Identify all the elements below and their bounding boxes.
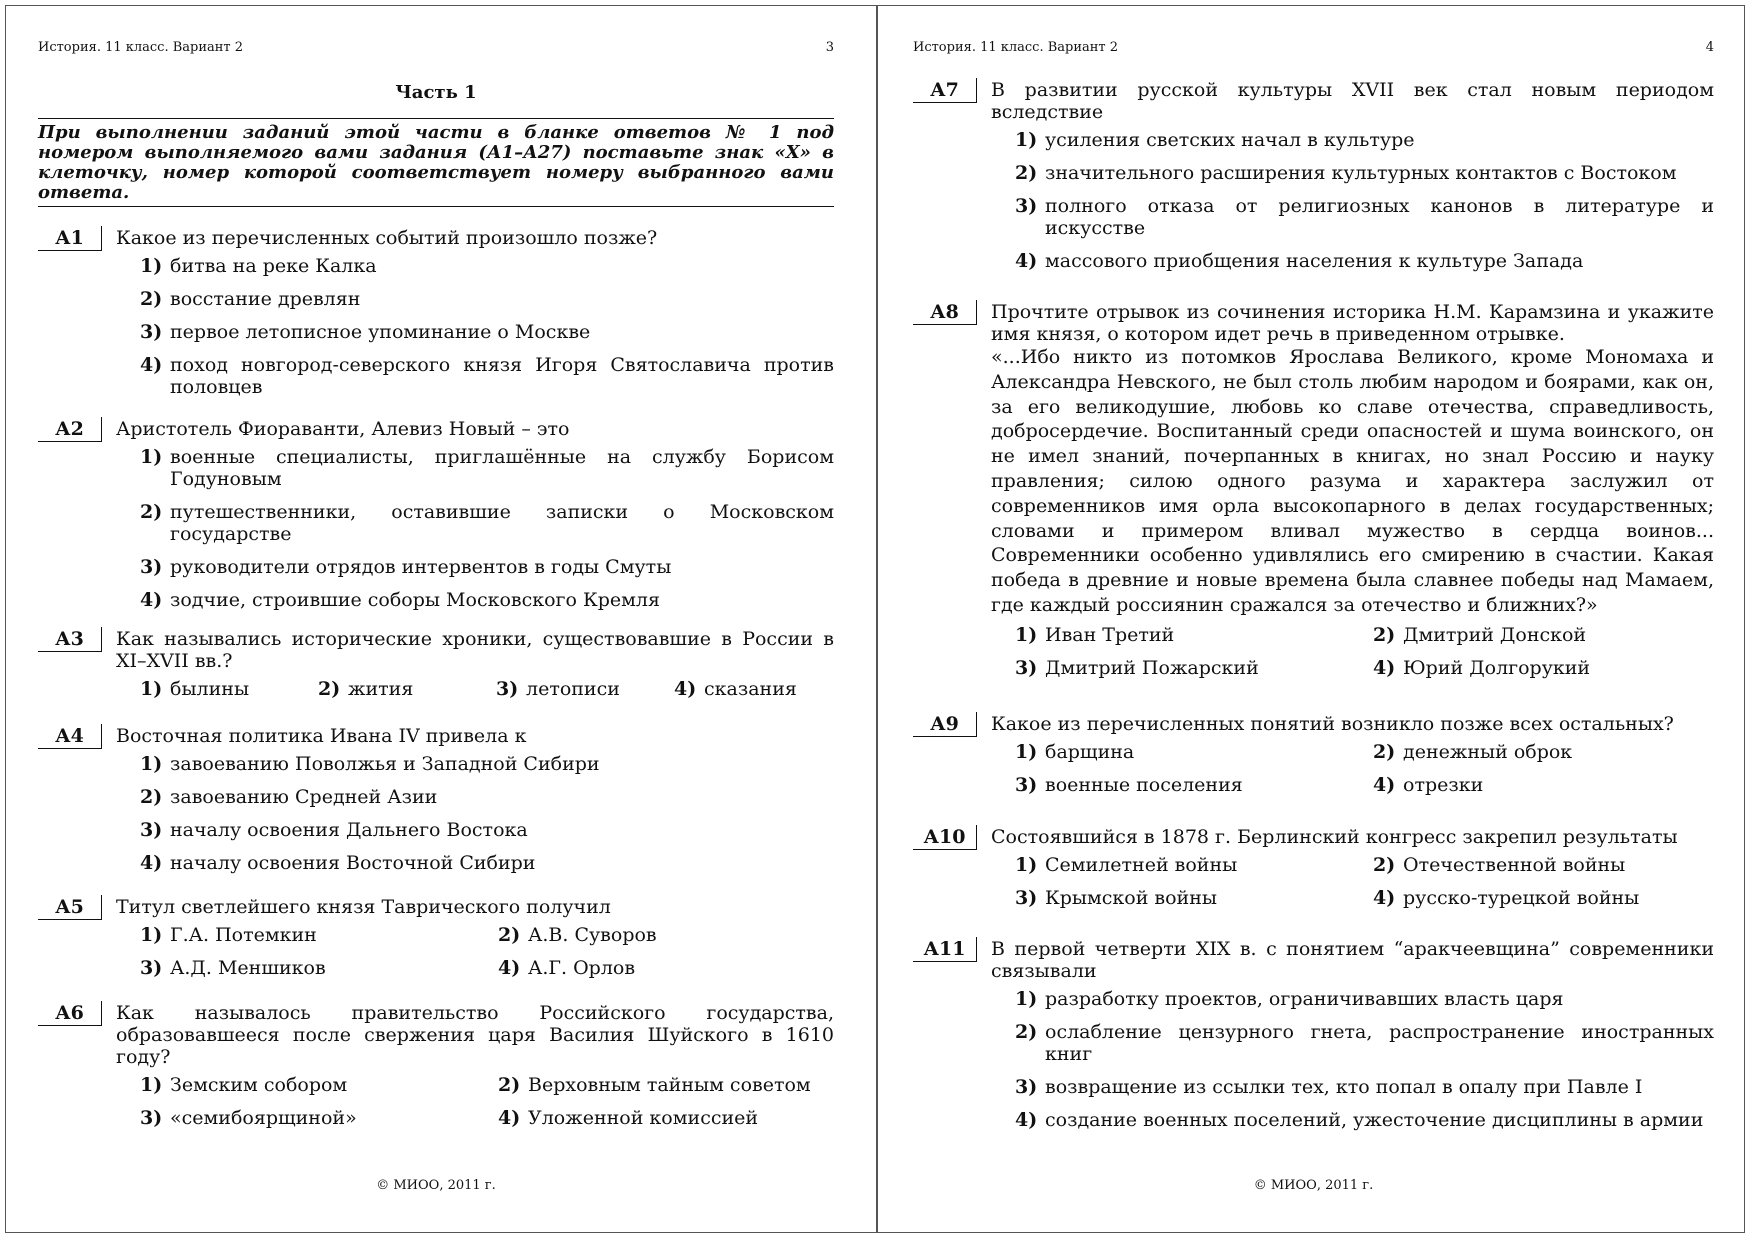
running-head <box>38 40 834 55</box>
question-a3 <box>38 627 834 700</box>
option-number: 1) <box>140 924 163 946</box>
option-number: 1) <box>1015 988 1038 1010</box>
option <box>140 678 318 700</box>
options-list <box>140 1074 834 1129</box>
option-text: Юрий Долгорукий <box>1403 656 1591 679</box>
option <box>1015 741 1373 763</box>
option-number: 3) <box>1015 1076 1038 1098</box>
option <box>140 819 834 841</box>
question-text: Как называлось правительство Российского государства, образовавшееся после свержения царя Василия Шуйского в 1610 году? <box>116 1002 834 1068</box>
question-a8 <box>913 300 1714 679</box>
question-text: В развитии русской культуры XVII век стал новым периодом вследствие <box>991 79 1714 123</box>
question-label: А2 <box>38 417 102 442</box>
option-number: 4) <box>1373 887 1396 909</box>
option-text: Отечественной войны <box>1403 854 1626 876</box>
option <box>1015 854 1373 876</box>
option-text: сказания <box>704 678 797 700</box>
option-text: А.Д. Меншиков <box>170 957 326 979</box>
question-text: Состоявшийся в 1878 г. Берлинский конгресс закрепил результаты <box>991 826 1678 848</box>
option <box>1015 887 1373 909</box>
option <box>496 678 674 700</box>
option-number: 2) <box>498 1074 521 1096</box>
option <box>140 255 834 277</box>
option-number: 1) <box>1015 854 1038 876</box>
option <box>498 1107 834 1129</box>
option <box>1015 250 1714 272</box>
option-number: 2) <box>1373 623 1396 646</box>
option-number: 1) <box>140 1074 163 1096</box>
option <box>140 556 834 578</box>
option-number: 3) <box>140 819 163 841</box>
option <box>140 354 834 398</box>
option <box>1373 741 1714 763</box>
option-text: денежный оброк <box>1403 741 1573 763</box>
option <box>674 678 834 700</box>
option-number: 2) <box>1373 741 1396 763</box>
option-text: поход новгород-северского князя Игоря Святославича против половцев <box>170 354 834 398</box>
option <box>1015 624 1373 646</box>
option <box>1373 774 1714 796</box>
option-text: А.В. Суворов <box>528 924 657 946</box>
option-number: 2) <box>1015 162 1038 184</box>
option <box>318 678 496 700</box>
question-text: Восточная политика Ивана IV привела к <box>116 725 527 747</box>
option-text: отрезки <box>1403 774 1484 796</box>
question-text: Титул светлейшего князя Таврического получил <box>116 896 611 918</box>
question-a10 <box>913 825 1714 909</box>
option-number: 3) <box>140 321 163 343</box>
option-text: завоеванию Средней Азии <box>170 786 438 808</box>
question-label: А11 <box>913 937 977 962</box>
option-text: началу освоения Восточной Сибири <box>170 852 536 874</box>
option-text: жития <box>348 678 414 700</box>
option-text: началу освоения Дальнего Востока <box>170 819 528 841</box>
option-number: 4) <box>1015 1109 1038 1131</box>
option-text: военные поселения <box>1045 774 1243 796</box>
question-a7 <box>913 78 1714 283</box>
question-text: Как назывались исторические хроники, существовавшие в России в XI–XVII вв.? <box>116 628 834 672</box>
option-text: полного отказа от религиозных канонов в литературе и искусстве <box>1045 195 1714 239</box>
option-number: 2) <box>498 924 521 946</box>
left-page <box>38 0 834 1239</box>
options-list <box>140 446 834 611</box>
option-number: 1) <box>1015 623 1038 646</box>
option <box>1015 657 1373 679</box>
option <box>140 321 834 343</box>
option-text: военные специалисты, приглашённые на службу Борисом Годуновым <box>170 446 834 490</box>
option-text: значительного расширения культурных контактов с Востоком <box>1045 162 1677 184</box>
right-page <box>913 0 1714 1239</box>
option-text: Верховным тайным советом <box>528 1074 811 1096</box>
option-number: 1) <box>140 678 163 700</box>
instruction: При выполнении заданий этой части в бланке ответов № 1 под номером выполняемого вами задания (А1–А27) поставьте знак «Х» в клеточку, номер которой соответствует номеру выбранного вами ответа. <box>38 118 834 207</box>
option-number: 4) <box>140 852 163 874</box>
option-text: усиления светских начал в культуре <box>1045 129 1415 151</box>
option-text: Дмитрий Донской <box>1403 623 1587 646</box>
option-number: 2) <box>1373 854 1396 876</box>
question-a2 <box>38 417 834 622</box>
question-a9 <box>913 712 1714 796</box>
option-number: 3) <box>1015 774 1038 796</box>
question-text: В первой четверти XIX в. с понятием “аракчеевщина” современники связывали <box>991 938 1714 982</box>
option-number: 3) <box>1015 195 1038 217</box>
option-text: разработку проектов, ограничивавших власть царя <box>1045 988 1564 1010</box>
options-list <box>1015 741 1714 796</box>
option-number: 4) <box>498 1107 521 1129</box>
part-title: Часть 1 <box>395 82 477 103</box>
page-number: 4 <box>1705 40 1714 55</box>
option <box>1373 657 1714 679</box>
option-text: былины <box>170 678 250 700</box>
question-text: Какое из перечисленных понятий возникло позже всех остальных? <box>991 713 1674 735</box>
running-head-title: История. 11 класс. Вариант 2 <box>913 40 1119 55</box>
question-text: Прочтите отрывок из сочинения историка Н.М. Карамзина и укажите имя князя, о котором идет речь в приведенном отрывке. <box>991 301 1714 345</box>
option-number: 3) <box>140 556 163 578</box>
question-label: А9 <box>913 712 977 737</box>
option-text: первое летописное упоминание о Москве <box>170 321 591 343</box>
option <box>140 501 834 545</box>
option-number: 2) <box>318 678 341 700</box>
option-text: возвращение из ссылки тех, кто попал в опалу при Павле I <box>1045 1076 1643 1098</box>
option-number: 3) <box>496 678 519 700</box>
option <box>140 288 834 310</box>
option-text: Г.А. Потемкин <box>170 924 317 946</box>
footer-copyright: © МИОО, 2011 г. <box>1253 1178 1374 1193</box>
option <box>1015 195 1714 239</box>
option-text: руководители отрядов интервентов в годы Смуты <box>170 556 672 578</box>
page-divider <box>876 5 878 1233</box>
question-label: А6 <box>38 1001 102 1026</box>
question-label: А4 <box>38 724 102 749</box>
option-number: 3) <box>1015 887 1038 909</box>
options-list <box>140 678 834 700</box>
question-a11 <box>913 937 1714 1142</box>
question-a6 <box>38 1001 834 1129</box>
option <box>498 924 834 946</box>
option <box>1015 1021 1714 1065</box>
option <box>1015 1076 1714 1098</box>
running-head <box>913 40 1714 55</box>
option <box>1373 624 1714 646</box>
footer-copyright: © МИОО, 2011 г. <box>376 1178 496 1193</box>
options-list <box>1015 624 1714 679</box>
running-head-title: История. 11 класс. Вариант 2 <box>38 40 244 55</box>
option-number: 1) <box>1015 129 1038 151</box>
option-number: 1) <box>140 255 163 277</box>
option <box>140 1074 498 1096</box>
question-label: А3 <box>38 627 102 652</box>
option-text: Иван Третий <box>1045 623 1175 646</box>
option <box>140 957 498 979</box>
option-text: барщина <box>1045 741 1135 763</box>
option-text: Земским собором <box>170 1074 348 1096</box>
option-text: зодчие, строившие соборы Московского Кремля <box>170 589 660 611</box>
question-text: Какое из перечисленных событий произошло позже? <box>116 227 658 249</box>
option-number: 3) <box>140 1107 163 1129</box>
option-number: 2) <box>140 288 163 310</box>
question-a4 <box>38 724 834 885</box>
option <box>1373 854 1714 876</box>
option-text: А.Г. Орлов <box>528 957 636 979</box>
option-text: ослабление цензурного гнета, распространение иностранных книг <box>1045 1021 1714 1065</box>
question-label: А1 <box>38 226 102 251</box>
option <box>140 1107 498 1129</box>
option-number: 2) <box>1015 1021 1038 1043</box>
option-number: 4) <box>674 678 697 700</box>
option <box>140 786 834 808</box>
option-number: 2) <box>140 501 163 523</box>
option-number: 4) <box>1373 774 1396 796</box>
option-number: 1) <box>140 753 163 775</box>
option-text: восстание древлян <box>170 288 361 310</box>
option <box>1015 1109 1714 1131</box>
option-number: 4) <box>1373 656 1396 679</box>
option <box>140 446 834 490</box>
option <box>140 924 498 946</box>
question-text: Аристотель Фиораванти, Алевиз Новый – это <box>116 418 570 440</box>
options-list <box>1015 988 1714 1131</box>
question-label: А8 <box>913 300 977 325</box>
question-label: А10 <box>913 825 977 850</box>
option-number: 4) <box>140 354 163 376</box>
option-text: Семилетней войны <box>1045 854 1238 876</box>
option-number: 3) <box>140 957 163 979</box>
options-list <box>140 753 834 874</box>
option <box>140 852 834 874</box>
option-text: массового приобщения населения к культуре Запада <box>1045 250 1584 272</box>
option-text: Дмитрий Пожарский <box>1045 656 1259 679</box>
question-label: А5 <box>38 895 102 920</box>
option-text: путешественники, оставившие записки о Московском государстве <box>170 501 834 545</box>
question-a5 <box>38 895 834 979</box>
options-list <box>140 924 834 979</box>
option <box>140 589 834 611</box>
option-text: создание военных поселений, ужесточение дисциплины в армии <box>1045 1109 1704 1131</box>
quote-excerpt: «...Ибо никто из потомков Ярослава Великого, кроме Мономаха и Александра Невского, не был столь любим народом и боярами, как он, за его великодушие, любовь ко славе отечества, справедливость, добросердечие. Воспитанный среди опасностей и шума воинского, он не имел знаний, почерпанных в книгах, но знал Россию и науку правления; силою одного разума и характера заслужил от современников имя орла высокопарного в делах государственных; словами и примером вливал мужество в сердца воинов... Современники особенно удивлялись его смирению в счастии. Какая победа в древние и новые времена была славнее победы над Мамаем, где каждый россиянин сражался за отечество и ближних?» <box>991 346 1714 616</box>
option <box>140 753 834 775</box>
option-number: 3) <box>1015 656 1038 679</box>
options-list <box>1015 854 1714 909</box>
option <box>498 1074 834 1096</box>
option-text: летописи <box>526 678 620 700</box>
question-a1 <box>38 226 834 409</box>
option <box>1015 774 1373 796</box>
page-number: 3 <box>825 40 834 55</box>
options-list <box>140 255 834 398</box>
option-text: русско-турецкой войны <box>1403 887 1640 909</box>
option-number: 1) <box>140 446 163 468</box>
option-text: битва на реке Калка <box>170 255 377 277</box>
option-text: Уложенной комиссией <box>528 1107 759 1129</box>
option-text: Крымской войны <box>1045 887 1218 909</box>
option <box>498 957 834 979</box>
option-number: 4) <box>140 589 163 611</box>
option-number: 2) <box>140 786 163 808</box>
options-list <box>1015 129 1714 272</box>
option <box>1373 887 1714 909</box>
option-number: 4) <box>1015 250 1038 272</box>
option <box>1015 988 1714 1010</box>
option-number: 4) <box>498 957 521 979</box>
question-label: А7 <box>913 78 977 103</box>
option-text: завоеванию Поволжья и Западной Сибири <box>170 753 600 775</box>
option <box>1015 129 1714 151</box>
option-number: 1) <box>1015 741 1038 763</box>
option <box>1015 162 1714 184</box>
option-text: «семибоярщиной» <box>170 1107 357 1129</box>
